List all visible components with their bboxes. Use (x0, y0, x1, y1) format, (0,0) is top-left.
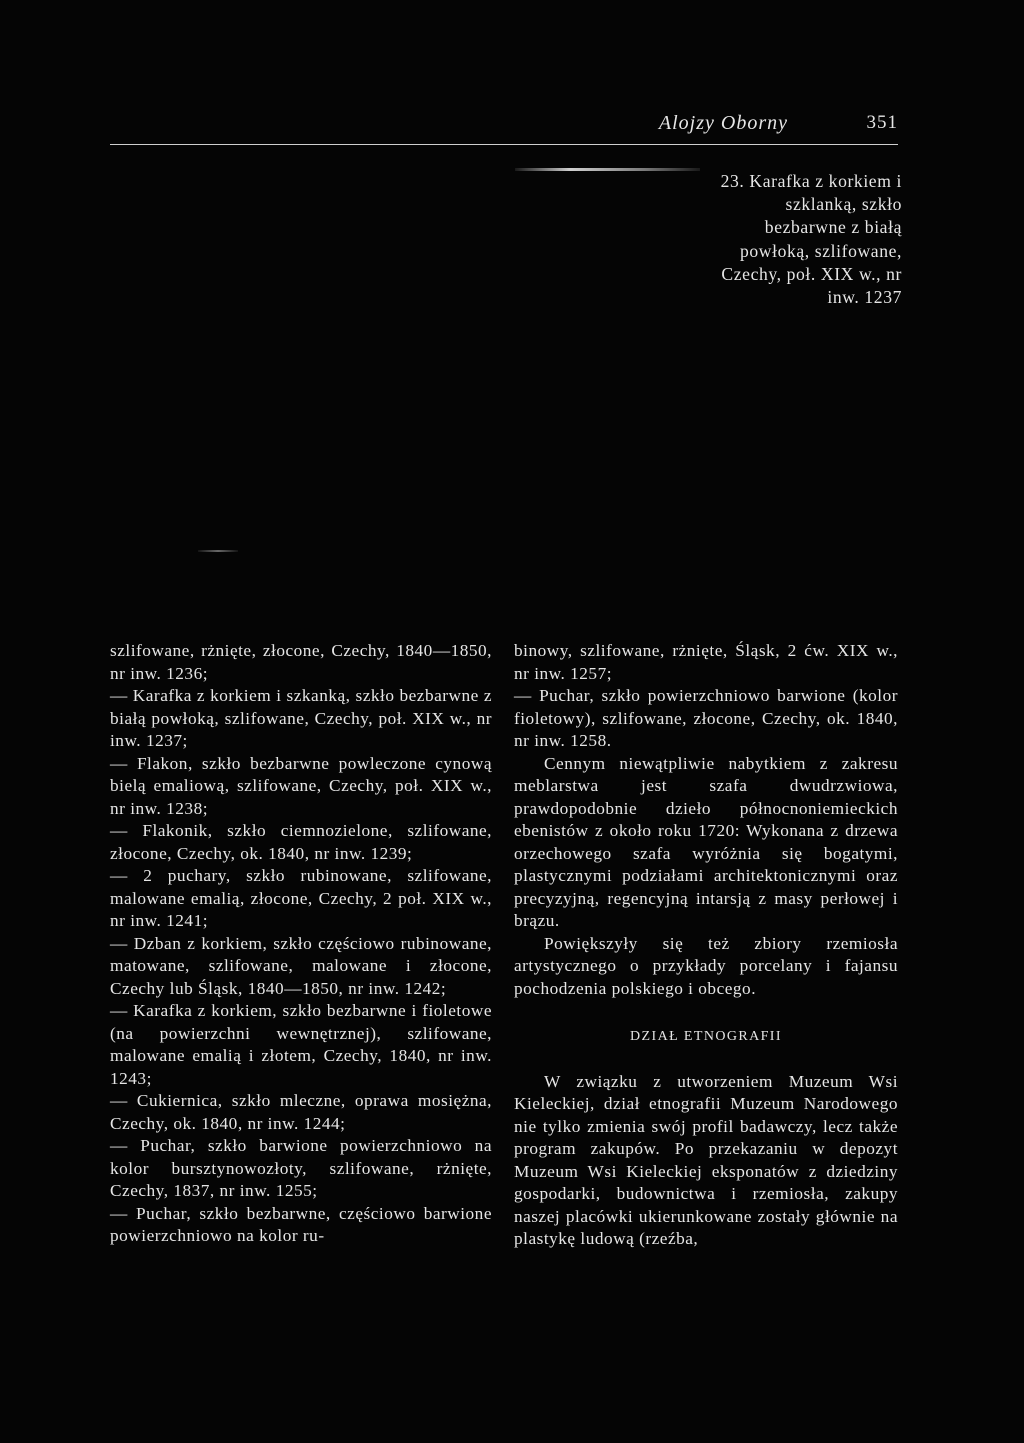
body-paragraph: W związku z utworzeniem Muzeum Wsi Kieleckiej, dział etnografii Muzeum Narodowego nie tylko zmienia swój profil badawczy, lecz także program zakupów. Po przekazaniu w depozyt Muzeum Wsi Kieleckiej eksponatów z dziedziny gospodarki, budownictwa i rzemiosła, zakupy naszej placówki ukierunkowane zostały głównie na plastykę ludową (rzeźba, (514, 1071, 898, 1248)
running-header (110, 112, 898, 142)
list-item: — Karafka z korkiem i szkanką, szkło bezbarwne z białą powłoką, szlifowane, Czechy, poł. XIX w., nr inw. 1237; (110, 686, 492, 750)
plate-artifact-bottom (198, 550, 238, 552)
right-column (514, 640, 898, 1251)
list-item: — 2 puchary, szkło rubinowane, szlifowane, malowane emalią, złocone, Czechy, 2 poł. XIX w., nr inw. 1241; (110, 866, 492, 930)
header-rule (110, 144, 898, 145)
list-item: — Flakonik, szkło ciemnozielone, szlifowane, złocone, Czechy, ok. 1840, nr inw. 1239; (110, 821, 492, 863)
running-header-author: Alojzy Oborny (658, 112, 788, 134)
section-heading: DZIAŁ ETNOGRAFII (630, 1029, 782, 1044)
list-item: — Puchar, szkło powierzchniowo barwione (kolor fioletowy), szlifowane, złocone, Czechy, ok. 1840, nr inw. 1258. (514, 686, 898, 750)
page-number: 351 (866, 112, 898, 133)
list-item: — Dzban z korkiem, szkło częściowo rubinowane, matowane, szlifowane, malowane i złocone, Czechy lub Śląsk, 1840—1850, nr inw. 1242; (110, 933, 492, 998)
list-item: — Cukiernica, szkło mleczne, oprawa mosiężna, Czechy, ok. 1840, nr inw. 1244; (110, 1091, 492, 1133)
list-item: szlifowane, rżnięte, złocone, Czechy, 1840—1850, nr inw. 1236; (110, 641, 492, 683)
list-item: — Flakon, szkło bezbarwne powleczone cynową bielą emaliową, szlifowane, Czechy, poł. XIX w., nr inw. 1238; (110, 753, 492, 818)
photo-plate (110, 160, 680, 600)
left-column (110, 640, 492, 1248)
list-item: — Puchar, szkło bezbarwne, częściowo barwione powierzchniowo na kolor ru- (110, 1203, 492, 1245)
body-paragraph: Cennym niewątpliwie nabytkiem z zakresu meblarstwa jest szafa dwudrzwiowa, prawdopodobnie dzieło północnoniemieckich ebenistów z około roku 1720: Wykonana z drzewa orzechowego szafa wyróżnia się bogatymi, plastycznymi podziałami architektonicznymi oraz precyzyjną, regencyjną intarsją z masy perłowej i brązu. (514, 753, 898, 930)
figure-caption-text: 23. Karafka z korkiem i szklanką, szkło bezbarwne z białą powłoką, szlifowane, Czechy, poł. XIX w., nr inw. 1237 (720, 171, 902, 308)
list-item: — Puchar, szkło barwione powierzchniowo na kolor bursztynowozłoty, szlifowane, rżnięte, Czechy, 1837, nr inw. 1255; (110, 1136, 492, 1200)
list-item: binowy, szlifowane, rżnięte, Śląsk, 2 ćw. XIX w., nr inw. 1257; (514, 641, 898, 683)
body-paragraph: Powiększyły się też zbiory rzemiosła artystycznego o przykłady porcelany i fajansu pochodzenia polskiego i obcego. (514, 933, 898, 998)
list-item: — Karafka z korkiem, szkło bezbarwne i fioletowe (na powierzchni wewnętrznej), szlifowane, malowane emalią i złotem, Czechy, 1840, nr inw. 1243; (110, 1001, 492, 1088)
plate-artifact-top (515, 168, 700, 171)
figure-caption (702, 170, 902, 309)
